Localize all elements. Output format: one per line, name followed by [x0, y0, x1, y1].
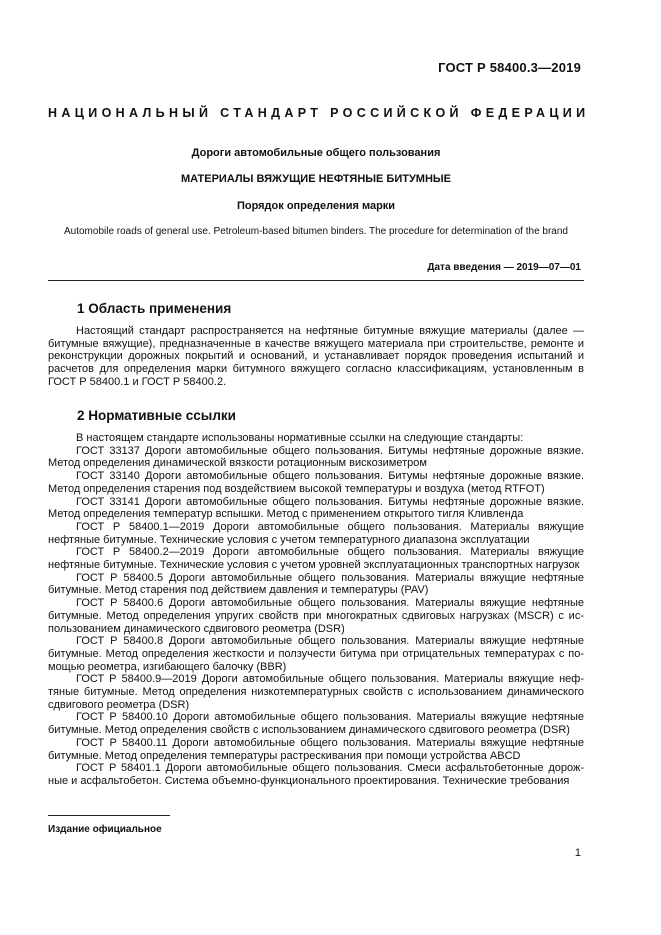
title-english: Automobile roads of general use. Petroleum-based bitumen binders. The procedure for determination of the brand: [63, 226, 568, 237]
reference-item: ГОСТ Р 58401.1 Дороги автомобильные общего пользования. Смеси асфальтобетонные дорожные и асфальтобетон. Система объемно-функционального проектирования. Технические требования: [48, 762, 584, 787]
reference-item: ГОСТ Р 58400.6 Дороги автомобильные общего пользования. Материалы вяжущие нефтяные битумные. Метод определения упругих свойств при многократных сдвиговых нагрузках (MSCR) с использованием динамического сдвигового реометра (DSR): [48, 597, 584, 635]
introduction-date: Дата введения — 2019—07—01: [427, 262, 581, 273]
references-intro: В настоящем стандарте использованы нормативные ссылки на следующие стандарты:: [76, 432, 524, 444]
section-2-heading: 2 Нормативные ссылки: [77, 408, 236, 423]
section-1-body: [48, 325, 584, 389]
reference-item: ГОСТ Р 58400.2—2019 Дороги автомобильные общего пользования. Материалы вяжущие нефтяные битумные. Технические условия с учетом уровней эксплуатационных транспортных нагрузок: [48, 546, 584, 572]
title-line-3: Порядок определения марки: [236, 200, 396, 212]
references-list: [48, 432, 584, 788]
reference-item: ГОСТ 33140 Дороги автомобильные общего пользования. Битумы нефтяные дорожные вязкие. Метод определения старения под воздействием высокой температуры и воздуха (метод RTFOT): [48, 470, 584, 495]
reference-item: ГОСТ Р 58400.10 Дороги автомобильные общего пользования. Материалы вяжущие нефтяные битумные. Метод определения свойств с использованием динамического сдвигового реометра (DSR): [48, 711, 584, 737]
header-divider: [48, 280, 584, 281]
reference-item: ГОСТ 33141 Дороги автомобильные общего пользования. Битумы нефтяные дорожные вязкие. Метод определения температур вспышки. Метод с применением открытого тигля Кливленда: [48, 495, 584, 521]
reference-item: ГОСТ Р 58400.11 Дороги автомобильные общего пользования. Материалы вяжущие нефтяные битумные. Метод определения температуры растрескивания при помощи устройства ABCD: [48, 736, 584, 762]
reference-item: ГОСТ Р 58400.1—2019 Дороги автомобильные общего пользования. Материалы вяжущие нефтяные битумные. Технические условия с учетом температурного диапазона эксплуатации: [48, 520, 584, 546]
edition-label: Издание официальное: [48, 824, 162, 835]
standard-title: НАЦИОНАЛЬНЫЙ СТАНДАРТ РОССИЙСКОЙ ФЕДЕРАЦИИ: [48, 106, 590, 120]
section-1-heading: 1 Область применения: [77, 301, 232, 316]
reference-item: ГОСТ Р 58400.8 Дороги автомобильные общего пользования. Материалы вяжущие нефтяные битумные. Метод определения жесткости и ползучести битума при отрицательных температурах с помощью реометра, изгибающего балочку (BBR): [48, 635, 584, 673]
page-number: 1: [574, 847, 581, 859]
reference-item: ГОСТ Р 58400.5 Дороги автомобильные общего пользования. Материалы вяжущие нефтяные битумные. Метод старения под действием давления и температуры (PAV): [48, 571, 584, 597]
title-line-2: МАТЕРИАЛЫ ВЯЖУЩИЕ НЕФТЯНЫЕ БИТУМНЫЕ: [180, 173, 452, 185]
section-1-paragraph: Настоящий стандарт распространяется на нефтяные битумные вяжущие материалы (далее — битумные вяжущие), предназначенные в качестве вяжущего материала при строительстве, ремонте и реконструкции дорожных покрытий и оснований, и устанавливает порядок проведения испытаний и расчетов для определения марки битумного вяжущего согласно классификациям, установленным в ГОСТ Р 58400.1 и ГОСТ Р 58400.2.: [48, 325, 584, 388]
reference-item: ГОСТ 33137 Дороги автомобильные общего пользования. Битумы нефтяные дорожные вязкие. Метод определения динамической вязкости ротационным вискозиметром: [48, 444, 584, 470]
title-line-1: Дороги автомобильные общего пользования: [191, 147, 441, 159]
document-number: ГОСТ Р 58400.3—2019: [438, 60, 581, 75]
reference-item: ГОСТ Р 58400.9—2019 Дороги автомобильные общего пользования. Материалы вяжущие нефтяные битумные. Метод определения низкотемпературных свойств с использованием динамического сдвигового реометра (DSR): [48, 673, 584, 711]
footer-divider: [48, 815, 170, 816]
